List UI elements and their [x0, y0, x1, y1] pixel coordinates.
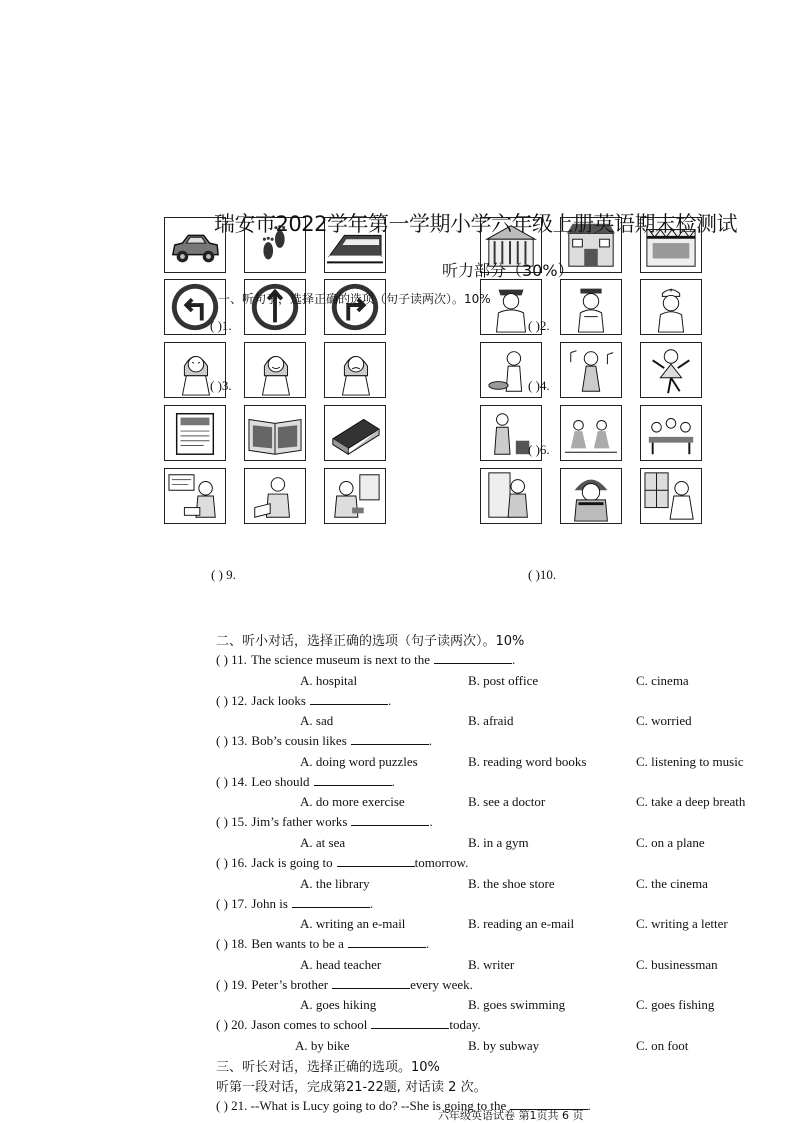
answer-blank [351, 734, 429, 745]
option-a[interactable]: A. sad [300, 713, 334, 729]
singer-girl-icon [560, 342, 622, 398]
question-tail: tomorrow. [414, 855, 469, 870]
option-c[interactable]: C. businessman [636, 956, 718, 972]
question-number: ( ) 20. [216, 1017, 248, 1033]
dancer-girl-icon [640, 342, 702, 398]
option-b[interactable]: B. the shoe store [468, 875, 555, 891]
option-c[interactable]: C. on foot [636, 1037, 689, 1053]
section-subtitle: 听力部分（30%） [442, 261, 574, 280]
question-tail: every week. [410, 976, 473, 992]
question-text: Jason comes to school [251, 1017, 368, 1033]
answer-blank [332, 978, 410, 989]
question-text: John is [251, 895, 288, 911]
answer-mark-10: ( )10. [528, 567, 557, 582]
part1-heading: 一、听句子，选择正确的选项（句子读两次）。10% [218, 292, 491, 306]
option-c[interactable]: C. goes fishing [636, 997, 715, 1013]
option-a[interactable]: A. goes hiking [300, 997, 377, 1013]
question-text: Leo should [251, 773, 310, 789]
option-c[interactable]: C. the cinema [636, 875, 708, 891]
question-number: ( ) 12. [216, 692, 248, 708]
question-text: --What is Lucy going to do? --She is going to the [250, 1098, 507, 1113]
question-row [216, 733, 432, 749]
question-tail: . [369, 895, 374, 911]
question-tail: . [429, 814, 433, 830]
question-number: ( ) 14. [216, 773, 248, 789]
question-row [216, 774, 395, 790]
picnic-family-icon [560, 405, 622, 461]
question-row [216, 896, 373, 912]
newspaper-icon [164, 405, 226, 461]
option-a[interactable]: A. by bike [295, 1037, 350, 1053]
option-b[interactable]: B. afraid [468, 713, 514, 729]
question-number: ( ) 19. [216, 976, 248, 992]
question-number: ( ) 15. [216, 814, 248, 830]
answer-blank [310, 694, 388, 705]
answer-blank [292, 897, 370, 908]
question-row [216, 855, 468, 871]
cold-girl-icon [480, 468, 542, 524]
answer-blank [337, 856, 415, 867]
question-row [216, 977, 473, 993]
turn-right-sign-icon [324, 279, 386, 335]
question-tail: . [391, 773, 395, 789]
question-number: ( ) 11. [216, 652, 247, 667]
option-a[interactable]: A. the library [300, 875, 370, 891]
question-text: Jim’s father works [251, 814, 348, 830]
question-row [216, 693, 391, 709]
question-text: Ben wants to be a [251, 936, 344, 952]
question-number: ( ) 21. [216, 1098, 248, 1113]
option-a[interactable]: A. writing an e-mail [300, 916, 406, 932]
part2-heading: 二、听小对话，选择正确的选项（句子读两次）。10% [216, 634, 525, 649]
crying-girl-icon [324, 342, 386, 398]
reading-man-icon [244, 468, 306, 524]
answer-mark-3: ( )3. [210, 378, 232, 393]
pilot-girl-icon [560, 279, 622, 335]
question-text: Jack looks [251, 692, 306, 708]
question-tail: . [387, 692, 392, 708]
question-number: ( ) 13. [216, 733, 248, 749]
question-text: The science museum is next to the [250, 652, 430, 667]
option-a[interactable]: A. doing word puzzles [300, 753, 418, 769]
question-tail: today. [449, 1017, 481, 1033]
option-b[interactable]: B. see a doctor [468, 794, 546, 810]
dining-family-icon [640, 405, 702, 461]
question-text: Jack is going to [251, 855, 333, 870]
bundled-girl-icon [560, 468, 622, 524]
answer-blank [371, 1018, 449, 1029]
go-straight-sign-icon [244, 279, 306, 335]
part3-heading: 三、听长对话，选择正确的选项。10% [216, 1060, 440, 1075]
answer-blank [351, 815, 429, 826]
option-a[interactable]: A. at sea [300, 834, 346, 850]
part3-instruction: 听第一段对话，完成第21-22题, 对话读 2 次。 [216, 1080, 487, 1095]
answer-blank [314, 775, 392, 786]
option-b[interactable]: B. reading an e-mail [468, 916, 575, 932]
eating-man-icon [324, 468, 386, 524]
page-footer: 六年级英语试卷 第1页共 6 页 [438, 1109, 584, 1122]
answer-mark-1: ( )1. [210, 318, 232, 333]
question-text: Peter’s brother [251, 976, 329, 992]
question-tail: . [587, 1098, 591, 1113]
option-c[interactable]: C. worried [636, 713, 692, 729]
answer-blank [348, 937, 426, 948]
window-girl-icon [640, 468, 702, 524]
option-b[interactable]: B. in a gym [468, 834, 529, 850]
question-row [216, 652, 515, 668]
option-b[interactable]: B. goes swimming [468, 997, 566, 1013]
question-row [216, 936, 429, 952]
option-b[interactable]: B. post office [468, 672, 539, 688]
option-b[interactable]: B. reading word books [468, 753, 587, 769]
answer-mark-4: ( )4. [528, 378, 550, 393]
option-a[interactable]: A. hospital [300, 672, 358, 688]
question-tail: . [428, 733, 433, 749]
answer-mark-6: ( )6. [528, 442, 550, 457]
option-b[interactable]: B. by subway [468, 1037, 540, 1053]
nurse-icon [640, 279, 702, 335]
picture-book-icon [244, 405, 306, 461]
dictionary-icon [324, 405, 386, 461]
option-a[interactable]: A. do more exercise [300, 794, 405, 810]
option-c[interactable]: C. writing a letter [636, 916, 728, 932]
question-number: ( ) 16. [216, 855, 248, 870]
option-c[interactable]: C. on a plane [636, 834, 705, 850]
option-c[interactable]: C. take a deep breath [636, 794, 746, 810]
question-row [216, 814, 433, 830]
option-b[interactable]: B. writer [468, 956, 515, 972]
option-c[interactable]: C. cinema [636, 672, 689, 688]
writing-man-icon [164, 468, 226, 524]
answer-blank [434, 653, 512, 664]
question-text: Bob’s cousin likes [251, 733, 347, 749]
option-c[interactable]: C. listening to music [636, 753, 744, 769]
question-number: ( ) 17. [216, 895, 248, 911]
question-number: ( ) 18. [216, 936, 248, 952]
question-tail: . [512, 652, 516, 667]
answer-mark-9: ( ) 9. [211, 567, 236, 582]
page-title: 瑞安市2022学年第一学期小学六年级上册英语期末检测试 [214, 212, 737, 236]
option-a[interactable]: A. head teacher [300, 956, 382, 972]
smiling-girl-icon [244, 342, 306, 398]
question-tail: . [425, 936, 430, 952]
question-row [216, 1017, 481, 1033]
answer-mark-2: ( )2. [528, 318, 550, 333]
